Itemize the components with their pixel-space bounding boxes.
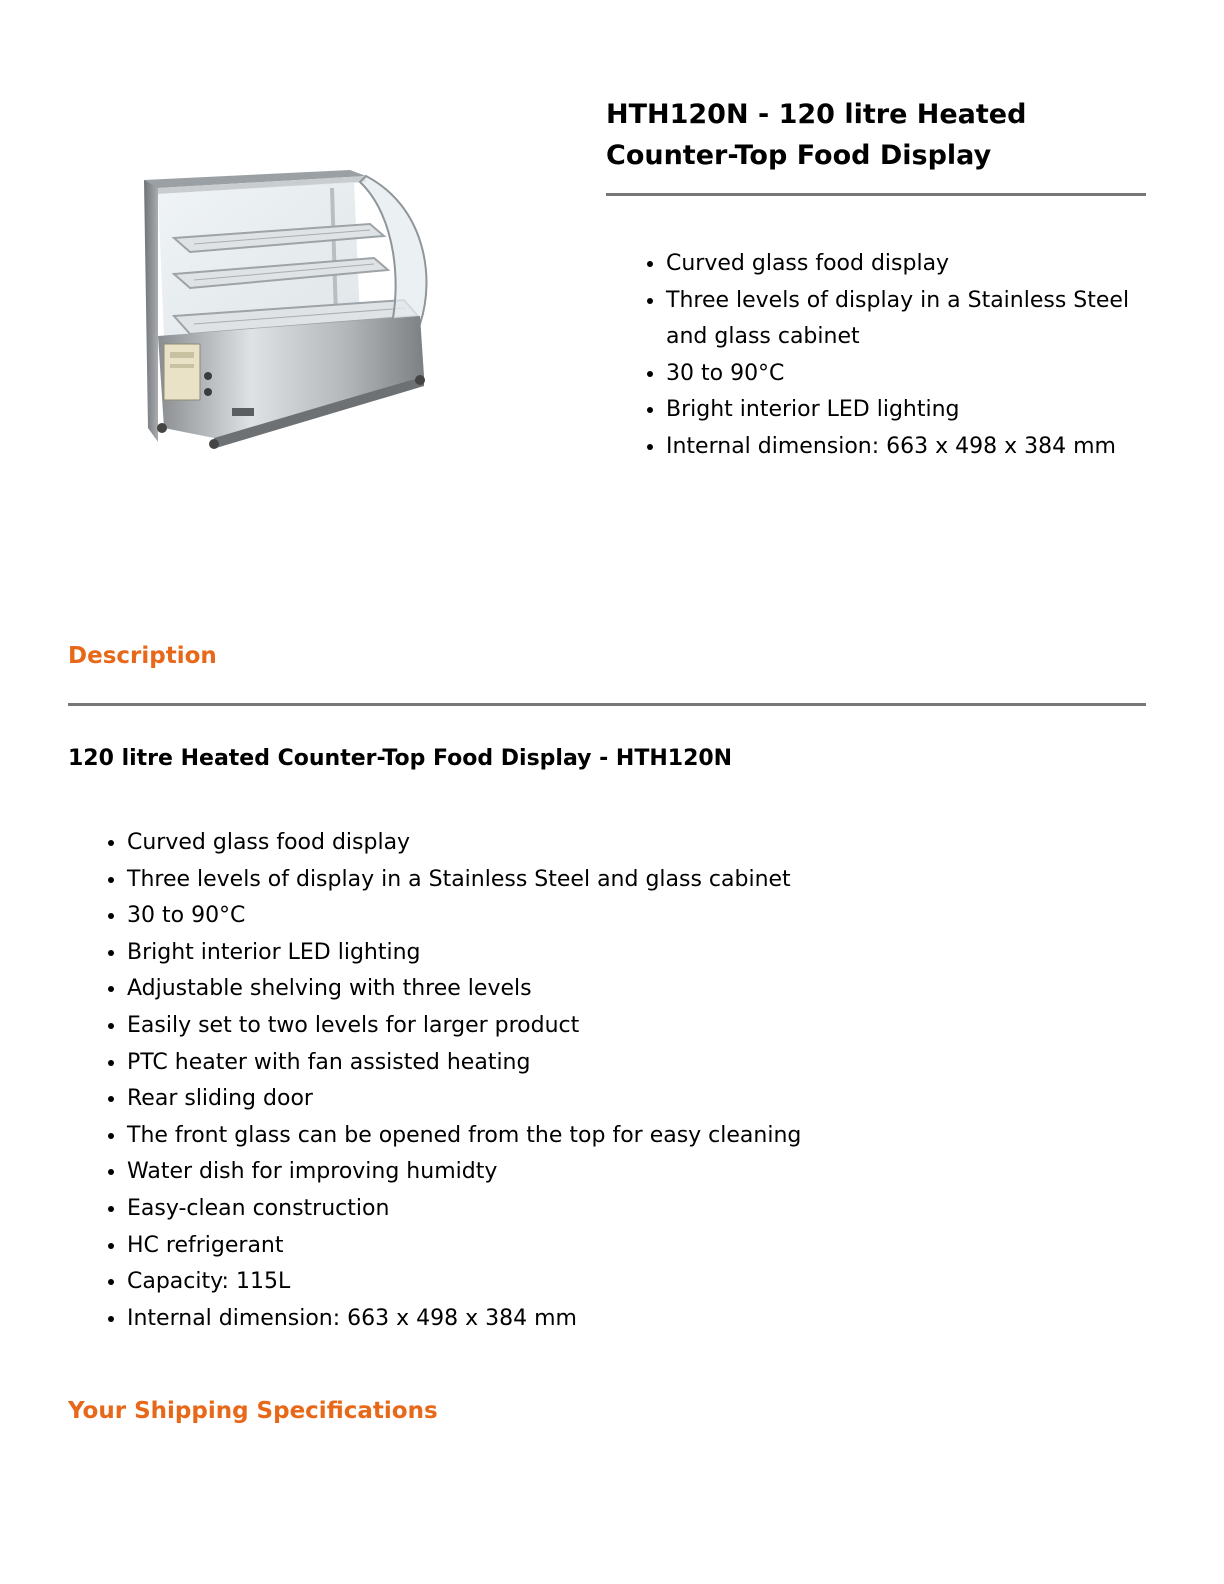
list-item: • Bright interior LED lighting [666,392,1136,429]
list-item: • Adjustable shelving with three levels [127,971,1027,1008]
product-image [134,166,444,456]
list-item: • Curved glass food display [666,246,1136,283]
list-item: • Bright interior LED lighting [127,935,1027,972]
list-item: • HC refrigerant [127,1228,1027,1265]
list-item: • PTC heater with fan assisted heating [127,1045,1027,1082]
list-item: • Rear sliding door [127,1081,1027,1118]
title-divider [606,193,1146,196]
list-item: • Easy-clean construction [127,1191,1027,1228]
shipping-heading: Your Shipping Specifications [68,1398,438,1424]
list-item: • The front glass can be opened from the top for easy cleaning [127,1118,1027,1155]
product-summary-list [666,246,1136,466]
list-item: • Curved glass food display [127,825,1027,862]
list-item: • Easily set to two levels for larger product [127,1008,1027,1045]
list-item: • Internal dimension: 663 x 498 x 384 mm [127,1301,1027,1338]
description-heading: Description [68,643,217,669]
list-item: • Capacity: 115L [127,1264,1027,1301]
feature-list [127,825,1027,1337]
product-title: HTH120N - 120 litre Heated Counter-Top Food Display [606,99,1027,171]
list-item: • Water dish for improving humidty [127,1154,1027,1191]
list-item: • 30 to 90°C [127,898,1027,935]
list-item: • Three levels of display in a Stainless Steel and glass cabinet [127,862,1027,899]
list-item: • 30 to 90°C [666,356,1136,393]
list-item: • Three levels of display in a Stainless Steel and glass cabinet [666,283,1136,356]
description-title: 120 litre Heated Counter-Top Food Display - HTH120N [68,746,733,771]
list-item: • Internal dimension: 663 x 498 x 384 mm [666,429,1136,466]
description-divider [68,703,1146,706]
